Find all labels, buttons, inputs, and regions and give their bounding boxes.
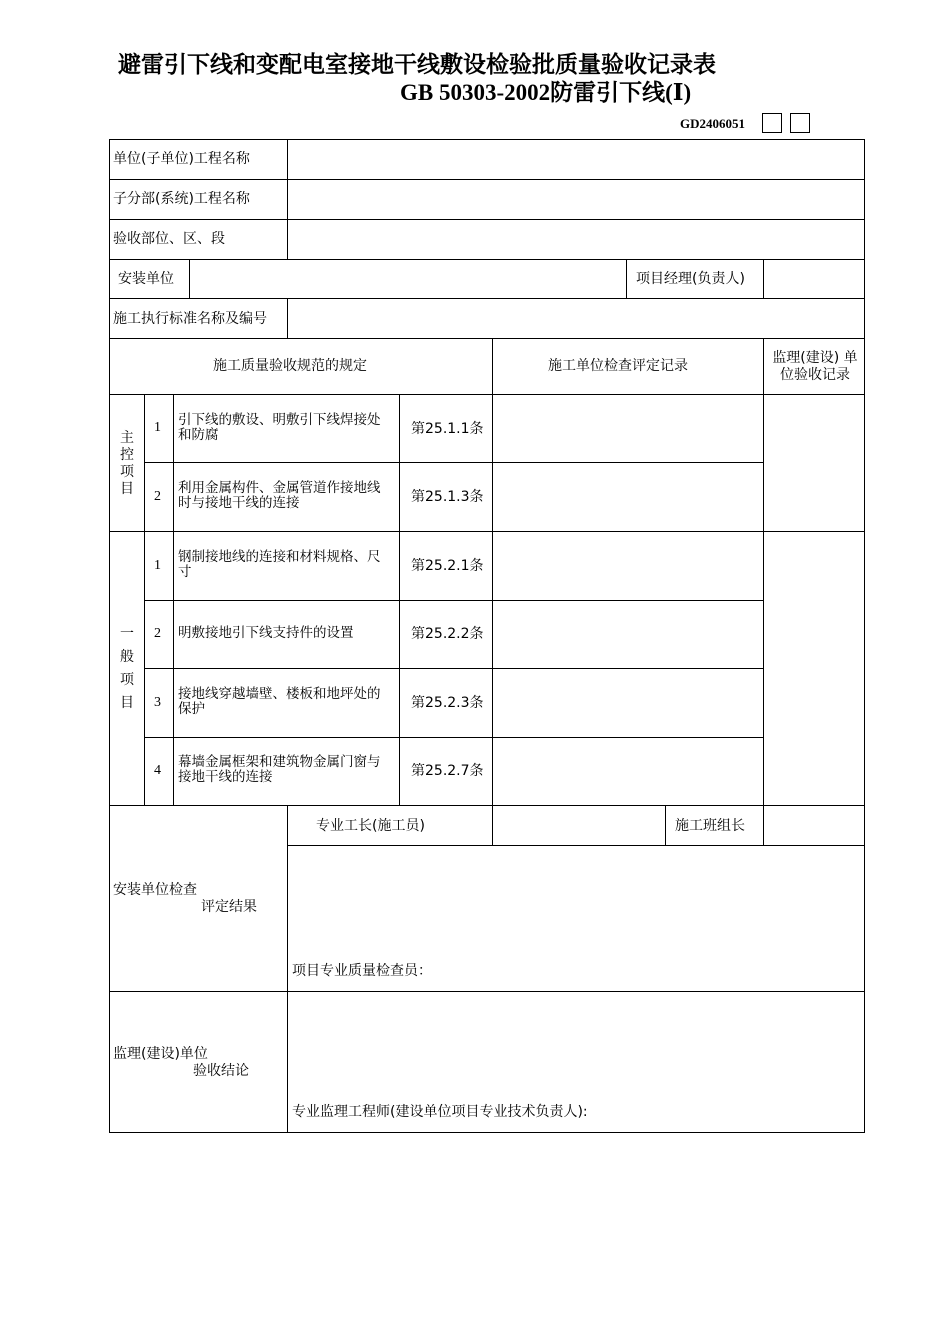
sub-division-value[interactable] bbox=[287, 179, 865, 220]
team-leader-label: 施工班组长 bbox=[675, 818, 745, 834]
main-row-1-record[interactable] bbox=[492, 394, 764, 463]
general-row-2-ref: 第25.2.2条 bbox=[411, 626, 484, 642]
foreman-value[interactable] bbox=[492, 805, 666, 846]
main-row-1-ref: 第25.1.1条 bbox=[411, 421, 484, 437]
general-row-2-record[interactable] bbox=[492, 600, 764, 669]
project-manager-value[interactable] bbox=[763, 259, 865, 299]
general-row-1-record[interactable] bbox=[492, 531, 764, 601]
main-row-1-no: 1 bbox=[154, 420, 161, 435]
unit-project-label: 单位(子单位)工程名称 bbox=[113, 151, 250, 167]
main-row-2-ref: 第25.1.3条 bbox=[411, 489, 484, 505]
main-row-2-no: 2 bbox=[154, 489, 161, 504]
install-check-label-2: 评定结果 bbox=[201, 899, 257, 915]
main-row-2-text: 利用金属构件、金属管道作接地线时与接地干线的连接 bbox=[178, 480, 381, 511]
check-record-header: 施工单位检查评定记录 bbox=[548, 358, 688, 374]
general-row-4-record[interactable] bbox=[492, 737, 764, 806]
main-items-label: 主 控 项 目 bbox=[120, 430, 134, 497]
location-label: 验收部位、区、段 bbox=[113, 231, 225, 247]
install-check-label-cell bbox=[109, 805, 288, 992]
supervision-engineer-label: 专业监理工程师(建设单位项目专业技术负责人): bbox=[292, 1104, 588, 1120]
supervision-conclusion-label-2: 验收结论 bbox=[193, 1063, 249, 1079]
general-row-2-no: 2 bbox=[154, 626, 161, 641]
main-items-supervision[interactable] bbox=[763, 394, 865, 532]
install-unit-value[interactable] bbox=[189, 259, 627, 299]
unit-project-value[interactable] bbox=[287, 139, 865, 180]
supervision-conclusion-label-1: 监理(建设)单位 bbox=[113, 1046, 208, 1062]
general-row-1-text: 钢制接地线的连接和材料规格、尺寸 bbox=[178, 549, 381, 580]
general-row-4-no: 4 bbox=[154, 763, 161, 778]
general-row-3-no: 3 bbox=[154, 695, 161, 710]
location-value[interactable] bbox=[287, 219, 865, 260]
team-leader-value[interactable] bbox=[763, 805, 865, 846]
form-subtitle: GB 50303-2002防雷引下线(Ⅰ) bbox=[400, 80, 692, 105]
general-row-2-text: 明敷接地引下线支持件的设置 bbox=[178, 625, 354, 641]
quality-inspector-label: 项目专业质量检查员： bbox=[292, 963, 432, 979]
main-row-2-record[interactable] bbox=[492, 462, 764, 532]
form-code: GD2406051 bbox=[680, 116, 745, 131]
general-row-3-text: 接地线穿越墙壁、楼板和地坪处的保护 bbox=[178, 686, 381, 717]
form-title: 避雷引下线和变配电室接地干线敷设检验批质量验收记录表 bbox=[118, 52, 716, 78]
general-items-label: 一 般 项 目 bbox=[120, 626, 134, 711]
general-row-4-text: 幕墙金属框架和建筑物金属门窗与接地干线的连接 bbox=[178, 754, 381, 785]
general-row-4-ref: 第25.2.7条 bbox=[411, 763, 484, 779]
standard-value[interactable] bbox=[287, 298, 865, 339]
supervision-conclusion-label-cell bbox=[109, 991, 288, 1133]
general-row-3-ref: 第25.2.3条 bbox=[411, 695, 484, 711]
supervision-header: 监理(建设) 单位验收记录 bbox=[772, 350, 858, 383]
foreman-label: 专业工长(施工员) bbox=[316, 818, 425, 834]
general-row-3-record[interactable] bbox=[492, 668, 764, 738]
install-unit-label: 安装单位 bbox=[118, 271, 174, 287]
general-row-1-no: 1 bbox=[154, 558, 161, 573]
general-items-supervision[interactable] bbox=[763, 531, 865, 806]
standard-label: 施工执行标准名称及编号 bbox=[113, 311, 267, 327]
project-manager-label: 项目经理(负责人) bbox=[636, 271, 745, 287]
install-check-label-1: 安装单位检查 bbox=[113, 882, 197, 898]
spec-header: 施工质量验收规范的规定 bbox=[213, 358, 367, 374]
main-row-1-text: 引下线的敷设、明敷引下线焊接处和防腐 bbox=[178, 412, 381, 443]
sub-division-label: 子分部(系统)工程名称 bbox=[113, 191, 250, 207]
general-row-1-ref: 第25.2.1条 bbox=[411, 558, 484, 574]
